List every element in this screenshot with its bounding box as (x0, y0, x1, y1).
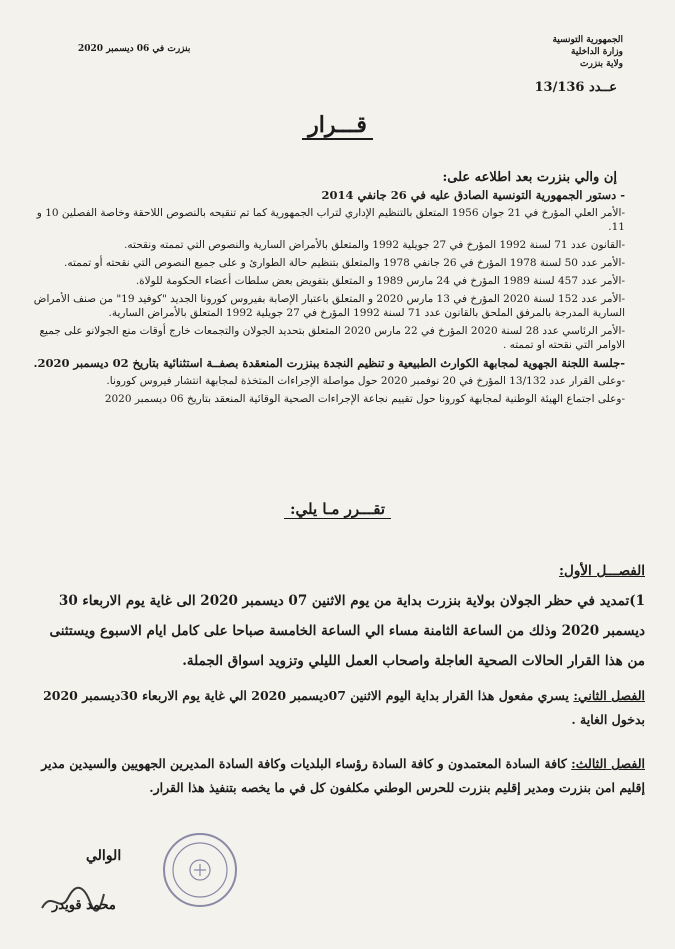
official-stamp-icon (160, 830, 240, 910)
consideration-item: - دستور الجمهورية التونسية الصادق عليه في 26 جانفي 2014 (321, 188, 625, 202)
intro-line: إن والي بنزرت بعد اطلاعه على: (442, 170, 617, 185)
chapter-2-text: يسري مفعول هذا القرار بداية اليوم الاثنين 07ديسمبر 2020 الي غاية يوم الاربعاء 30ديسمبر 2020 بدخول الغاية . (43, 688, 645, 727)
consideration-item: -الأمر العلي المؤرخ في 21 جوان 1956 المتعلق بالتنظيم الإداري لتراب الجمهورية كما تم تنقيحه بالنصوص اللاحقة وخاصة الفصلين 10 و 11. (36, 207, 625, 233)
chapter-2-label: الفصل الثاني: (573, 688, 645, 703)
consideration-item: -القانون عدد 71 لسنة 1992 المؤرخ في 27 جويلية 1992 والمتعلق بالأمراض السارية والنصوص التي تممته ونقحته. (124, 239, 625, 251)
signatory-name: محمد قويدر (52, 898, 116, 913)
consideration-item: -الأمر الرئاسي عدد 28 لسنة 2020 المؤرخ في 22 مارس 2020 المتعلق بتحديد الجولان والتجمعات خارج أوقات منع الجولانو على جميع الاوامر التي نقحته او تممته . (39, 325, 625, 351)
republic-line: الجمهورية التونسية (552, 35, 623, 45)
ministry-line: وزارة الداخلية (571, 47, 623, 57)
title-text: قـــرار (302, 112, 373, 140)
signatory-title: الوالي (86, 848, 122, 864)
chapter-3-text: كافة السادة المعتمدون و كافة السادة رؤساء البلديات وكافة السادة المديرين الجهويين والسيدين مدير إقليم امن بنزرت ومدير إقليم بنزرت للحرس الوطني مكلفون كل في ما يخصه بتنفيذ هذا القرار. (41, 756, 645, 795)
chapter-3 (30, 752, 645, 800)
consideration-item: -جلسة اللجنة الجهوية لمجابهة الكوارث الطبيعية و تنظيم النجدة ببنزرت المنعقدة بصفــة استثنائية بتاريخ 02 ديسمبر 2020. (33, 356, 625, 370)
decision-heading-text: تقـــرر مـا يلي: (284, 500, 391, 519)
consideration-item: -الأمر عدد 50 لسنة 1978 المؤرخ في 26 جانفي 1978 والمتعلق بتنظيم حالة الطوارئ و على جميع النصوص التي نقحته أو تممته. (64, 257, 625, 269)
document-title (0, 112, 675, 138)
chapter-3-label: الفصل الثالث: (571, 756, 645, 771)
consideration-item: -وعلى اجتماع الهيئة الوطنية لمجابهة كورونا حول تقييم نجاعة الإجراءات الصحية الوقائية المنعقد بتاريخ 06 ديسمبر 2020 (104, 393, 625, 405)
reference-number: عــدد 13/136 (534, 80, 617, 95)
issuer-block (503, 34, 623, 70)
considerations-list (28, 188, 625, 410)
place-date: بنزرت في 06 ديسمبر 2020 (78, 44, 191, 54)
chapter-1-label: الفصـــل الأول: (559, 563, 645, 579)
decision-heading (0, 500, 675, 518)
governorate-line: ولاية بنزرت (580, 59, 623, 69)
chapter-1-text: 1)تمديد في حظر الجولان بولاية بنزرت بداية من يوم الاثنين 07 ديسمبر 2020 الى غاية يوم الاربعاء 30 ديسمبر 2020 وذلك من الساعة الثامنة مساء الي الساعة الخامسة صباحا على كامل ايام الاسبوع ويستثنى من هذا القرار الحالات الصحية العاجلة واصحاب العمل الليلي وتزويد اسواق الجملة. (49, 593, 645, 669)
consideration-item: -الأمر عدد 457 لسنة 1989 المؤرخ في 24 مارس 1989 و المتعلق بتفويض بعض سلطات أعضاء الحكومة للولاة. (135, 275, 625, 287)
chapter-1 (30, 556, 645, 676)
chapter-2 (30, 684, 645, 732)
consideration-item: -وعلى القرار عدد 13/132 المؤرخ في 20 نوفمبر 2020 حول مواصلة الإجراءات المتخذة لمجابهة انتشار فيروس كورونا. (106, 375, 625, 387)
consideration-item: -الأمر عدد 152 لسنة 2020 المؤرخ في 13 مارس 2020 و المتعلق باعتبار الإصابة بفيروس كورونا الجديد "كوفيد 19" من صنف الأمراض السارية المدرجة بالمرفق الملحق بالقانون عدد 71 لسنة 1992 المؤرخ في 27 جويلية 1992 المتعلق بالأمراض السارية. (33, 293, 625, 319)
